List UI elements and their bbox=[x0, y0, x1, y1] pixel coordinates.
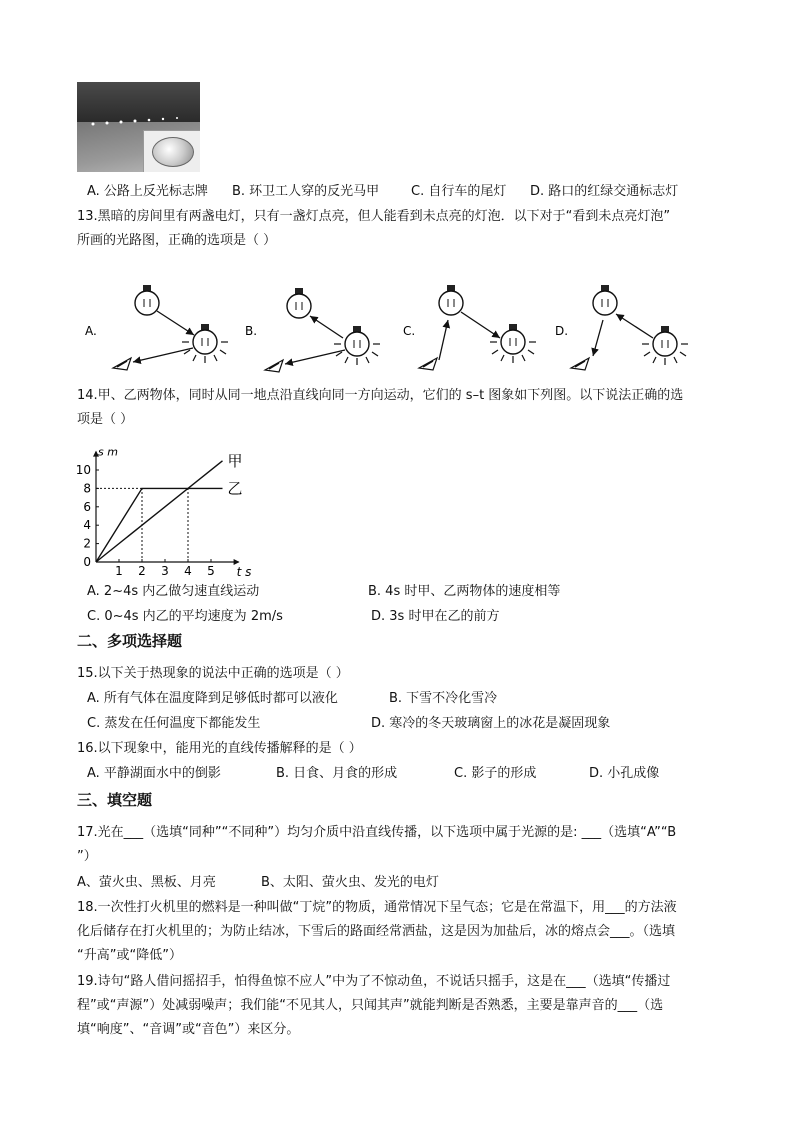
q13-c-bulb-on bbox=[490, 324, 536, 363]
series-label-1: 甲 bbox=[227, 451, 243, 470]
origin-label: 0 bbox=[83, 555, 91, 569]
q13-c-bulb-off bbox=[439, 285, 463, 315]
q14-option-c: C. 0~4s 内乙的平均速度为 2m/s bbox=[87, 609, 283, 624]
q18-line2: 化后储存在打火机里的；为防止结冰，下雪后的路面经常洒盐，这是因为加盐后，冰的熔点会___。（选填 bbox=[77, 924, 676, 939]
q13-b-bulb-off bbox=[287, 288, 311, 318]
q15-stem: 15.以下关于热现象的说法中正确的选项是（ ） bbox=[77, 666, 349, 681]
q13-stem-line2: 所画的光路图，正确的选项是（ ） bbox=[77, 233, 277, 248]
q13-a-eye bbox=[113, 358, 131, 370]
q12-option-b: B. 环卫工人穿的反光马甲 bbox=[232, 184, 380, 199]
q18-line1: 18.一次性打火机里的燃料是一种叫做“丁烷”的物质，通常情况下呈气态；它是在常温下，用___的方法液 bbox=[77, 900, 677, 915]
y-axis-label: s m bbox=[98, 445, 118, 459]
q14-stem-line1: 14.甲、乙两物体，同时从同一地点沿直线向同一方向运动，它们的 s–t 图象如下列图。以下说法正确的选 bbox=[77, 388, 684, 403]
reflector-inset bbox=[143, 130, 200, 172]
q13-a-bulb-on bbox=[182, 324, 228, 363]
series-line-2 bbox=[96, 488, 223, 562]
series-label-2: 乙 bbox=[227, 479, 243, 498]
x-tick-label: 2 bbox=[138, 564, 146, 578]
y-tick-label: 4 bbox=[83, 518, 91, 533]
q14-option-a: A. 2~4s 内乙做匀速直线运动 bbox=[87, 584, 260, 599]
q18-line3: “升高”或“降低”） bbox=[77, 948, 182, 963]
q13-label-b: B. bbox=[245, 324, 258, 338]
road-reflector-dots bbox=[83, 116, 193, 126]
q19-line2: 程”或“声源”）处减弱噪声；我们能“不见其人，只闻其声”就能判断是否熟悉，主要是靠声音的___（选 bbox=[77, 998, 664, 1013]
q13-d-bulb-off bbox=[593, 285, 617, 315]
st-graph bbox=[70, 432, 270, 582]
q15-option-d: D. 寒冷的冬天玻璃窗上的冰花是凝固现象 bbox=[371, 716, 611, 731]
q13-b-bulb-on bbox=[334, 326, 380, 365]
q17-option-a: A、萤火虫、黑板、月亮 bbox=[77, 875, 216, 890]
x-axis-label: t s bbox=[236, 565, 252, 579]
q15-option-b: B. 下雪不冷化雪冷 bbox=[389, 691, 498, 706]
q13-label-d: D. bbox=[555, 324, 569, 338]
q14-option-d: D. 3s 时甲在乙的前方 bbox=[371, 609, 500, 624]
q12-option-a: A. 公路上反光标志牌 bbox=[87, 184, 208, 199]
y-tick-label: 10 bbox=[75, 463, 91, 477]
q13-d-eye bbox=[571, 358, 589, 370]
section-3-heading: 三、填空题 bbox=[77, 791, 153, 809]
q13-light-diagrams bbox=[77, 278, 697, 378]
q16-option-d: D. 小孔成像 bbox=[589, 766, 660, 781]
q13-b-eye bbox=[265, 360, 283, 372]
y-tick-label: 8 bbox=[83, 481, 91, 496]
q13-c-eye bbox=[419, 358, 437, 370]
q13-d-bulb-on bbox=[642, 326, 688, 365]
q16-option-c: C. 影子的形成 bbox=[454, 766, 537, 781]
q16-option-a: A. 平静湖面水中的倒影 bbox=[87, 766, 221, 781]
y-tick-label: 2 bbox=[83, 536, 91, 551]
q12-option-c: C. 自行车的尾灯 bbox=[411, 184, 507, 199]
q14-stem-line2: 项是（ ） bbox=[77, 412, 134, 427]
q19-line3: 填“响度”、“音调”或“音色”）来区分。 bbox=[77, 1022, 300, 1037]
q13-a-bulb-off bbox=[135, 285, 159, 315]
q15-option-a: A. 所有气体在温度降到足够低时都可以液化 bbox=[87, 691, 338, 706]
q19-line1: 19.诗句“路人借问摇招手，怕得鱼惊不应人”中为了不惊动鱼，不说话只摇手，这是在___（选填“传播过 bbox=[77, 974, 671, 989]
reflector-disk bbox=[152, 137, 194, 167]
q16-stem: 16.以下现象中，能用光的直线传播解释的是（ ） bbox=[77, 741, 362, 756]
q15-option-c: C. 蒸发在任何温度下都能发生 bbox=[87, 716, 261, 731]
q17-line2: ”） bbox=[77, 849, 97, 864]
reflector-photo bbox=[77, 82, 200, 172]
q12-option-d: D. 路口的红绿交通标志灯 bbox=[530, 184, 679, 199]
section-2-heading: 二、多项选择题 bbox=[77, 632, 183, 650]
x-tick-label: 5 bbox=[207, 564, 215, 578]
q13-stem-line1: 13.黑暗的房间里有两盏电灯，只有一盏灯点亮，但人能看到未点亮的灯泡．以下对于“看到未点亮灯泡” bbox=[77, 209, 671, 224]
q17-option-b: B、太阳、萤火虫、发光的电灯 bbox=[261, 875, 439, 890]
x-tick-label: 4 bbox=[184, 564, 192, 578]
q14-option-b: B. 4s 时甲、乙两物体的速度相等 bbox=[368, 584, 561, 599]
q13-label-c: C. bbox=[403, 324, 416, 338]
y-tick-label: 6 bbox=[83, 499, 91, 514]
q17-line1: 17.光在___（选填“同种”“不同种”）均匀介质中沿直线传播，以下选项中属于光源的是: ___（选填“A”“B bbox=[77, 825, 677, 840]
x-tick-label: 3 bbox=[161, 564, 169, 578]
series-line-1 bbox=[96, 461, 223, 562]
x-tick-label: 1 bbox=[115, 564, 123, 578]
q13-label-a: A. bbox=[85, 324, 97, 338]
q16-option-b: B. 日食、月食的形成 bbox=[276, 766, 398, 781]
